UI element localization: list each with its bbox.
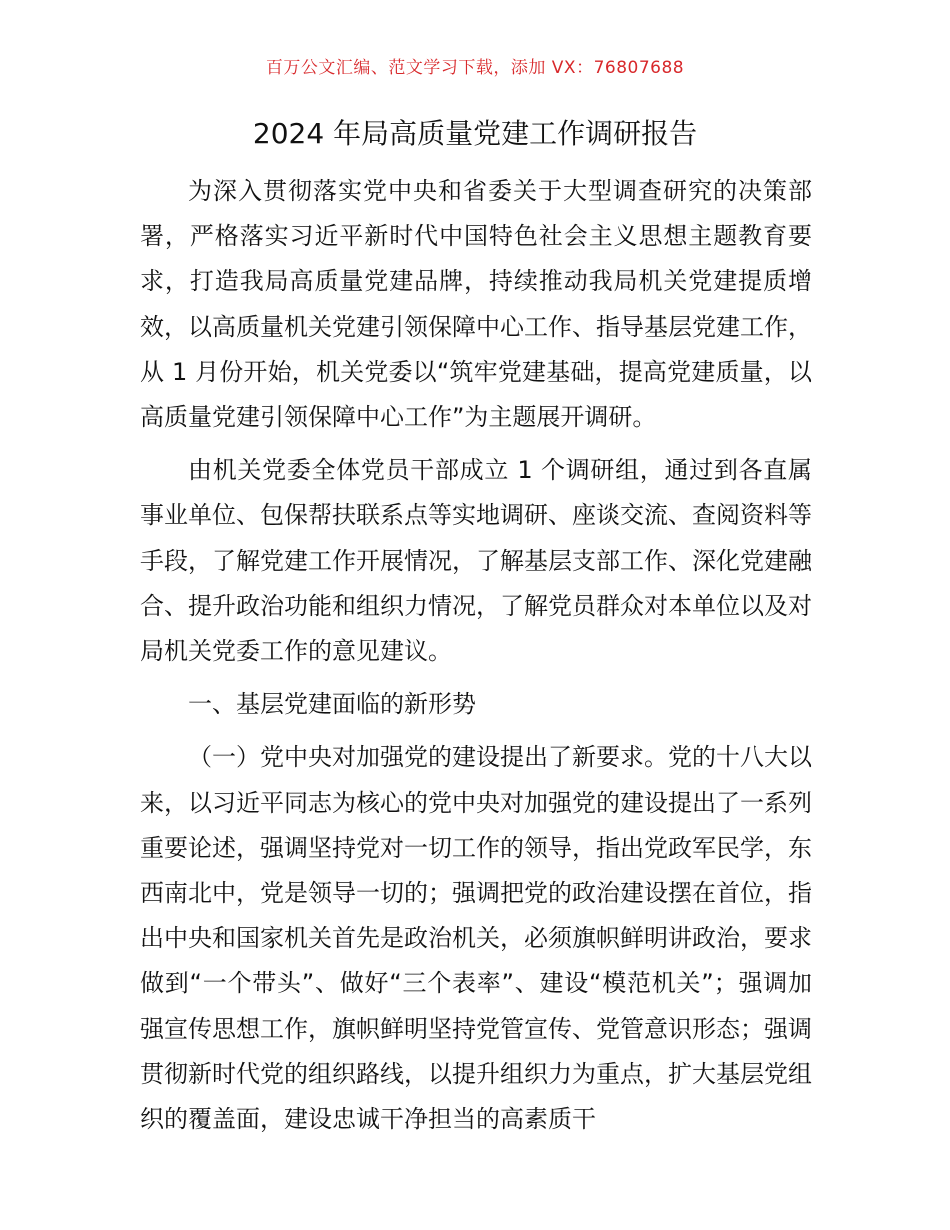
paragraph-intro: 为深入贯彻落实党中央和省委关于大型调查研究的决策部署，严格落实习近平新时代中国特色社会主义思想主题教育要求，打造我局高质量党建品牌，持续推动我局机关党建提质增效，以高质量机关党建引领保障中心工作、指导基层党建工作，从 1 月份开始，机关党委以“筑牢党建基础，提高党建质量，以高质量党建引领保障中心工作”为主题展开调研。 — [140, 177, 812, 432]
document-title: 2024 年局高质量党建工作调研报告 — [252, 117, 698, 150]
watermark-banner: 百万公文汇编、范文学习下载，添加 VX：76807688 — [265, 58, 685, 78]
paragraph-subsection-one: （一）党中央对加强党的建设提出了新要求。党的十八大以来，以习近平同志为核心的党中央对加强党的建设提出了一系列重要论述，强调坚持党对一切工作的领导，指出党政军民学，东西南北中，党是领导一切的；强调把党的政治建设摆在首位，指出中央和国家机关首先是政治机关，必须旗帜鲜明讲政治，要求做到“一个带头”、做好“三个表率”、建设“模范机关”；强调加强宣传思想工作，旗帜鲜明坚持党管宣传、党管意识形态；强调贯彻新时代党的组织路线，以提升组织力为重点，扩大基层党组织的覆盖面，建设忠诚干净担当的高素质干 — [140, 743, 812, 1134]
paragraph-research-group: 由机关党委全体党员干部成立 1 个调研组，通过到各直属事业单位、包保帮扶联系点等实地调研、座谈交流、查阅资料等手段，了解党建工作开展情况，了解基层支部工作、深化党建融合、提升政治功能和组织力情况，了解党员群众对本单位以及对局机关党委工作的意见建议。 — [140, 456, 812, 666]
document-body — [140, 169, 812, 1142]
section-heading: 一、基层党建面临的新形势 — [188, 690, 476, 719]
